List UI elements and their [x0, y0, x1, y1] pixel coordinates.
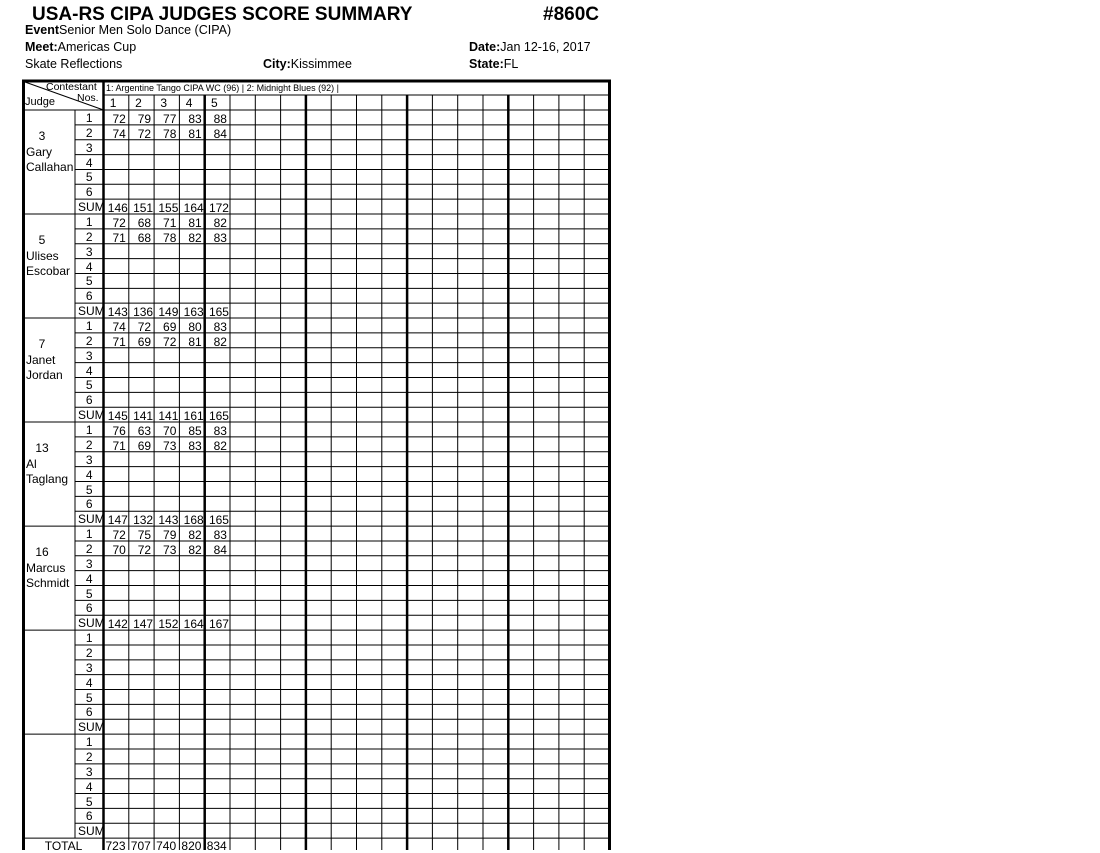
- score-cell: 72: [112, 528, 126, 543]
- sum-cell: 142: [107, 617, 128, 632]
- score-cell: 71: [163, 216, 177, 231]
- judge-number: 7: [38, 336, 46, 351]
- score-cell: 82: [188, 542, 202, 557]
- total-cell: 820: [181, 839, 202, 853]
- total-cell: 740: [156, 839, 177, 853]
- sum-cell: 149: [158, 305, 179, 320]
- sum-cell: 165: [208, 513, 229, 528]
- score-cell: 82: [188, 528, 202, 543]
- round-row-label: 5: [85, 170, 93, 185]
- score-cell: 75: [137, 528, 152, 543]
- contestant-number-header: 4: [185, 96, 193, 110]
- round-row-label: 1: [85, 215, 93, 230]
- event-value: Senior Men Solo Dance (CIPA): [59, 23, 232, 37]
- sum-cell: 155: [158, 201, 179, 216]
- score-cell: 82: [213, 216, 227, 231]
- round-row-label: 4: [85, 571, 93, 586]
- judge-number: 16: [35, 544, 49, 559]
- round-row-label: 3: [85, 140, 93, 155]
- judge-first-name: Marcus: [26, 560, 66, 575]
- score-cell: 72: [137, 320, 152, 335]
- sum-cell: 143: [158, 513, 179, 528]
- round-row-label: 4: [85, 675, 93, 690]
- score-cell: 79: [137, 112, 152, 126]
- meet-label: Meet:: [25, 40, 58, 54]
- round-row-label: 4: [85, 363, 93, 378]
- date-value: Jan 12-16, 2017: [500, 40, 591, 54]
- contestant-number-header: 2: [135, 96, 142, 110]
- score-cell: 78: [163, 230, 177, 245]
- sum-cell: 146: [107, 201, 128, 216]
- score-cell: 84: [213, 126, 227, 141]
- round-row-label: 2: [85, 749, 93, 764]
- score-cell: 72: [137, 542, 152, 557]
- round-row-label: 5: [85, 482, 93, 497]
- sum-row-label: SUM: [78, 616, 105, 631]
- sum-row-label: SUM: [78, 408, 105, 423]
- sum-cell: 163: [183, 305, 204, 320]
- dance-list: 1: Argentine Tango CIPA WC (96) | 2: Midnight Blues (92) |: [106, 83, 339, 93]
- sum-row-label: SUM: [78, 304, 105, 319]
- score-cell: 83: [213, 528, 227, 543]
- sum-cell: 152: [158, 617, 179, 632]
- corner-contestant-label: Contestant: [46, 81, 97, 93]
- total-cell: 723: [105, 839, 126, 853]
- contestant-number-header: 5: [210, 96, 218, 110]
- round-row-label: 1: [85, 319, 93, 334]
- sum-cell: 161: [183, 409, 204, 424]
- sum-cell: 168: [183, 513, 204, 528]
- form-number: #860C: [543, 4, 599, 25]
- sum-cell: 136: [133, 305, 154, 320]
- round-row-label: 1: [85, 631, 93, 646]
- score-cell: 85: [188, 424, 202, 439]
- round-row-label: 6: [85, 393, 93, 408]
- contestant-number-header: 3: [160, 96, 168, 110]
- round-row-label: 6: [85, 497, 93, 512]
- score-cell: 81: [188, 126, 202, 141]
- sum-cell: 147: [107, 513, 128, 528]
- round-row-label: 1: [85, 527, 93, 542]
- score-cell: 71: [112, 438, 126, 453]
- round-row-label: 4: [85, 259, 93, 274]
- judge-last-name: Schmidt: [26, 575, 70, 590]
- round-row-label: 4: [85, 467, 93, 482]
- event-label: Event: [25, 23, 60, 37]
- sum-cell: 167: [208, 617, 229, 632]
- meet-value: Americas Cup: [57, 40, 137, 54]
- round-row-label: 2: [85, 437, 93, 452]
- round-row-label: 5: [85, 794, 93, 809]
- score-cell: 83: [188, 112, 202, 126]
- sum-cell: 145: [107, 409, 128, 424]
- sum-row-label: SUM: [78, 720, 105, 735]
- round-row-label: 5: [85, 586, 93, 601]
- round-row-label: 3: [85, 764, 93, 779]
- score-cell: 69: [137, 334, 152, 349]
- round-row-label: 2: [85, 229, 93, 244]
- round-row-label: 1: [85, 735, 93, 750]
- score-cell: 80: [188, 320, 202, 335]
- judge-number: 3: [38, 128, 46, 143]
- round-row-label: 3: [85, 244, 93, 259]
- round-row-label: 1: [85, 423, 93, 438]
- round-row-label: 6: [85, 289, 93, 304]
- sum-row-label: SUM: [78, 200, 105, 215]
- score-cell: 73: [163, 438, 177, 453]
- corner-judge-label: Judge: [25, 96, 55, 108]
- score-cell: 84: [213, 542, 227, 557]
- judge-last-name: Escobar: [26, 263, 71, 278]
- score-cell: 72: [112, 112, 126, 126]
- corner-nos-label: Nos.: [77, 92, 99, 104]
- total-row-label: TOTAL: [44, 839, 83, 853]
- judge-first-name: Ulises: [26, 248, 59, 263]
- round-row-label: 2: [85, 333, 93, 348]
- score-cell: 83: [213, 320, 227, 335]
- sum-cell: 164: [183, 201, 204, 216]
- round-row-label: 6: [85, 185, 93, 200]
- club-name: Skate Reflections: [25, 57, 123, 71]
- score-cell: 83: [213, 230, 227, 245]
- score-cell: 76: [112, 424, 126, 439]
- sum-cell: 151: [133, 201, 154, 216]
- score-cell: 82: [213, 438, 227, 453]
- sum-cell: 164: [183, 617, 204, 632]
- contestant-number-header: 1: [109, 96, 117, 110]
- round-row-label: 5: [85, 690, 93, 705]
- round-row-label: 2: [85, 125, 93, 140]
- sum-cell: 165: [208, 305, 229, 320]
- round-row-label: 3: [85, 452, 93, 467]
- judge-first-name: Janet: [26, 352, 56, 367]
- score-cell: 83: [213, 424, 227, 439]
- score-cell: 77: [163, 112, 177, 126]
- round-row-label: 5: [85, 378, 93, 393]
- score-cell: 79: [163, 528, 177, 543]
- report-title: USA-RS CIPA JUDGES SCORE SUMMARY: [32, 4, 413, 25]
- score-cell: 78: [163, 126, 177, 141]
- round-row-label: 2: [85, 541, 93, 556]
- sum-cell: 141: [158, 409, 179, 424]
- round-row-label: 4: [85, 155, 93, 170]
- round-row-label: 2: [85, 645, 93, 660]
- score-cell: 82: [188, 230, 202, 245]
- round-row-label: 1: [85, 111, 93, 125]
- total-cell: 707: [130, 839, 151, 853]
- judge-last-name: Jordan: [26, 367, 63, 382]
- judge-number: 5: [38, 232, 46, 247]
- score-cell: 69: [137, 438, 152, 453]
- score-cell: 68: [137, 230, 152, 245]
- sum-row-label: SUM: [78, 824, 105, 839]
- judge-last-name: Taglang: [26, 471, 69, 486]
- score-cell: 83: [188, 438, 202, 453]
- round-row-label: 3: [85, 348, 93, 363]
- judge-first-name: Gary: [26, 144, 53, 159]
- round-row-label: 6: [85, 601, 93, 616]
- round-row-label: 3: [85, 556, 93, 571]
- round-row-label: 6: [85, 809, 93, 824]
- round-row-label: 6: [85, 705, 93, 720]
- judge-first-name: Al: [26, 456, 37, 471]
- sum-cell: 172: [208, 201, 229, 216]
- state-value: FL: [503, 57, 519, 71]
- score-cell: 74: [112, 320, 126, 335]
- state-label: State:: [469, 57, 504, 71]
- sum-cell: 141: [133, 409, 154, 424]
- score-cell: 71: [112, 230, 126, 245]
- score-cell: 81: [188, 216, 202, 231]
- score-cell: 72: [112, 216, 126, 231]
- sum-cell: 147: [133, 617, 154, 632]
- score-cell: 72: [163, 334, 177, 349]
- city-label: City:: [263, 57, 291, 71]
- score-cell: 69: [163, 320, 177, 335]
- sum-cell: 165: [208, 409, 229, 424]
- date-label: Date:: [469, 40, 501, 54]
- sum-cell: 132: [133, 513, 154, 528]
- score-cell: 68: [137, 216, 152, 231]
- round-row-label: 4: [85, 779, 93, 794]
- score-cell: 70: [163, 424, 177, 439]
- score-cell: 73: [163, 542, 177, 557]
- city-value: Kissimmee: [290, 57, 352, 71]
- round-row-label: 3: [85, 660, 93, 675]
- score-cell: 71: [112, 334, 126, 349]
- judge-number: 13: [35, 440, 49, 455]
- judge-last-name: Callahan: [26, 159, 74, 174]
- score-cell: 63: [137, 424, 152, 439]
- total-cell: 834: [206, 839, 227, 853]
- score-cell: 82: [213, 334, 227, 349]
- score-cell: 72: [137, 126, 152, 141]
- sum-row-label: SUM: [78, 512, 105, 527]
- score-cell: 74: [112, 126, 126, 141]
- score-cell: 70: [112, 542, 126, 557]
- round-row-label: 5: [85, 274, 93, 289]
- score-cell: 88: [213, 112, 227, 126]
- score-cell: 81: [188, 334, 202, 349]
- sum-cell: 143: [107, 305, 128, 320]
